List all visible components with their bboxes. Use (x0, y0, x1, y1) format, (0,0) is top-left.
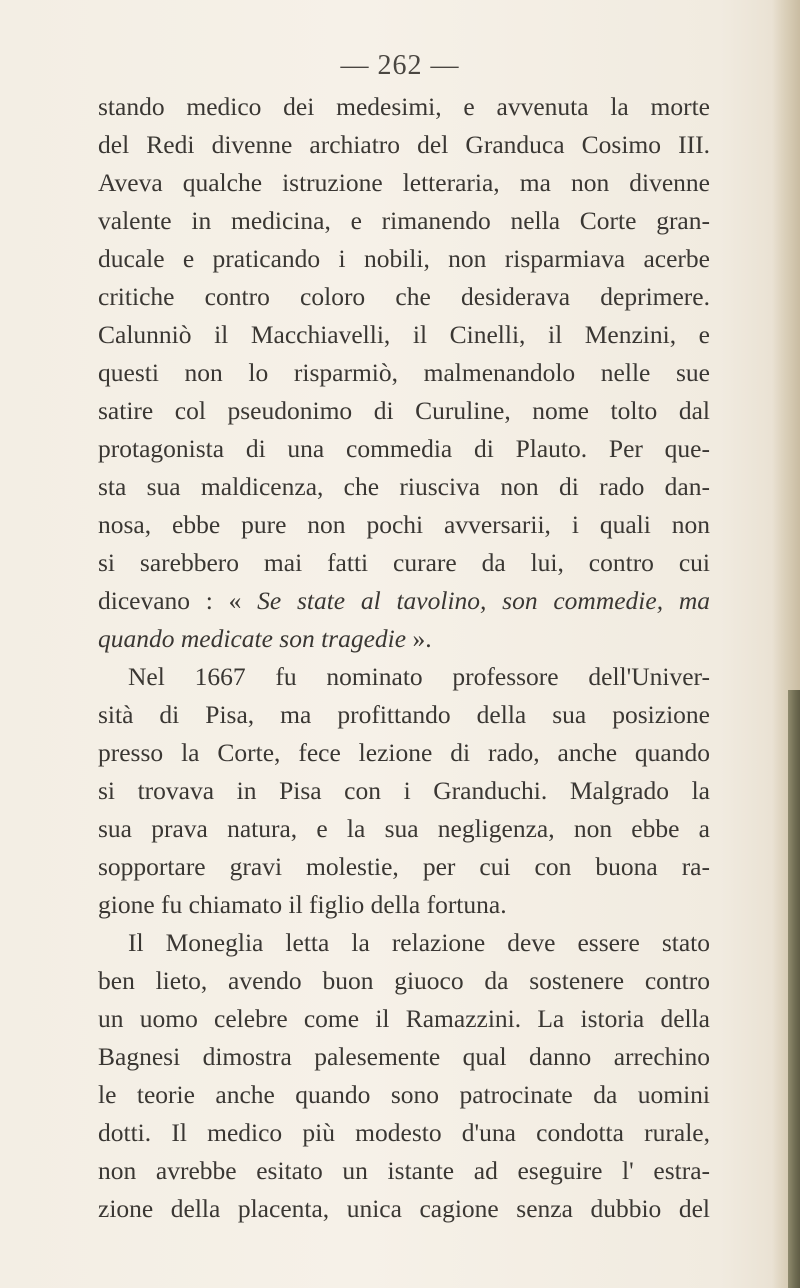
text-line: sta sua maldicenza, che riusciva non di rado dan- (98, 472, 710, 501)
binding-strip (788, 690, 800, 1288)
text-segment: ». (406, 624, 432, 653)
text-line: Bagnesi dimostra palesemente qual danno arrechino (98, 1042, 710, 1071)
page-text (98, 88, 710, 1228)
text-segment: dicevano : « (98, 586, 258, 615)
text-line: Il Moneglia letta la relazione deve essere stato (128, 928, 710, 957)
text-line: si sarebbero mai fatti curare da lui, contro cui (98, 548, 710, 577)
text-line: del Redi divenne archiatro del Granduca Cosimo III. (98, 130, 710, 159)
text-line: dotti. Il medico più modesto d'una condotta rurale, (98, 1118, 710, 1147)
text-line: satire col pseudonimo di Curuline, nome tolto dal (98, 396, 710, 425)
page-number: — 262 — (340, 50, 460, 81)
text-line (98, 582, 710, 620)
text-line: critiche contro coloro che desiderava deprimere. (98, 282, 710, 311)
text-line: Calunniò il Macchiavelli, il Cinelli, il Menzini, e (98, 320, 710, 349)
text-line: protagonista di una commedia di Plauto. Per que- (98, 434, 710, 463)
text-line: Aveva qualche istruzione letteraria, ma non divenne (98, 168, 710, 197)
quotation-italic: Se state al tavolino, son commedie, ma (257, 586, 710, 615)
text-line: non avrebbe esitato un istante ad eseguire l' estra- (98, 1156, 710, 1185)
text-line (98, 620, 710, 658)
text-line: valente in medicina, e rimanendo nella Corte gran- (98, 206, 710, 235)
text-line: questi non lo risparmiò, malmenandolo nelle sue (98, 358, 710, 387)
text-line: ben lieto, avendo buon giuoco da sostenere contro (98, 966, 710, 995)
text-line: zione della placenta, unica cagione senza dubbio del (98, 1194, 710, 1223)
text-line: stando medico dei medesimi, e avvenuta la morte (98, 92, 710, 121)
text-line: si trovava in Pisa con i Granduchi. Malgrado la (98, 776, 710, 805)
text-line: sità di Pisa, ma profittando della sua posizione (98, 700, 710, 729)
text-line: un uomo celebre come il Ramazzini. La istoria della (98, 1004, 710, 1033)
text-line: presso la Corte, fece lezione di rado, anche quando (98, 738, 710, 767)
text-line: sua prava natura, e la sua negligenza, non ebbe a (98, 814, 710, 843)
paragraph (98, 88, 710, 658)
paragraph (98, 658, 710, 924)
text-line: sopportare gravi molestie, per cui con buona ra- (98, 852, 710, 881)
text-line: nosa, ebbe pure non pochi avversarii, i quali non (98, 510, 710, 539)
text-line: gione fu chiamato il figlio della fortuna. (98, 890, 507, 919)
quotation-italic: quando medicate son tragedie (98, 624, 407, 653)
text-line: ducale e praticando i nobili, non risparmiava acerbe (98, 244, 710, 273)
text-line: Nel 1667 fu nominato professore dell'Univer- (128, 662, 710, 691)
paragraph (98, 924, 710, 1228)
text-line: le teorie anche quando sono patrocinate da uomini (98, 1080, 710, 1109)
